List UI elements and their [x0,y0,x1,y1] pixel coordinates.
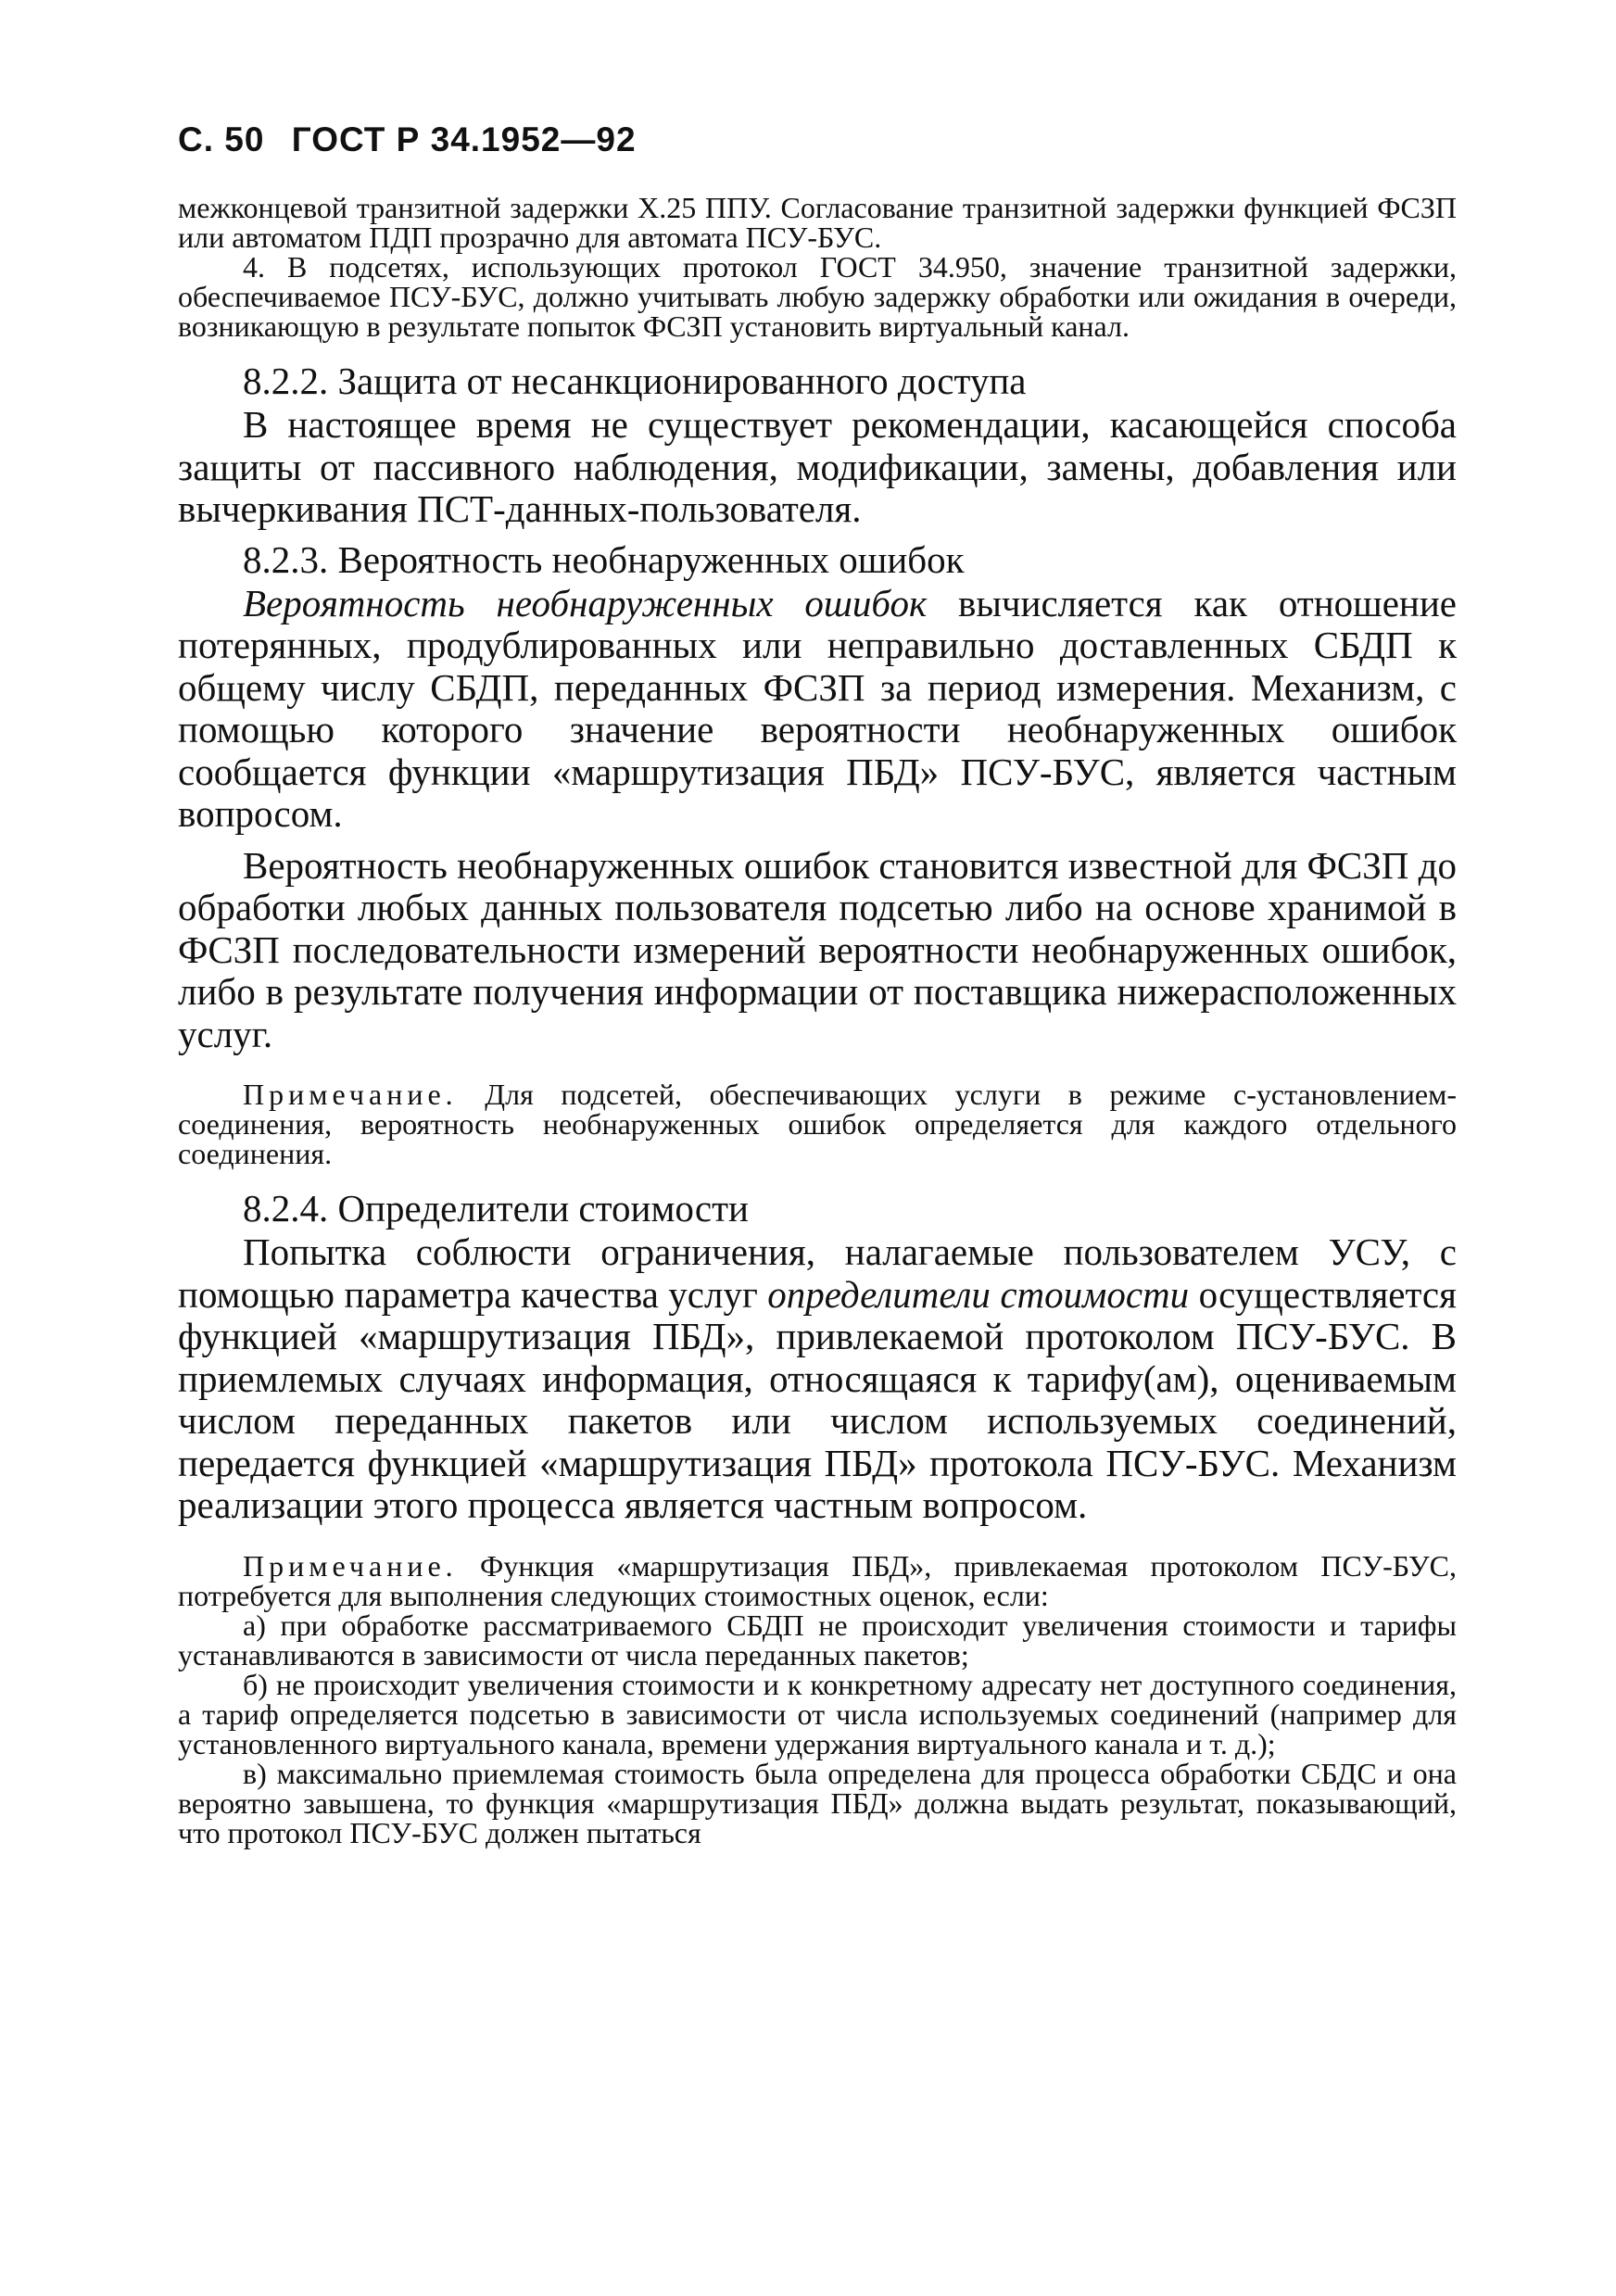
note-item-a: а) при обработке рассматриваемого СБДП не происходит увеличения стоимости и тарифы устанавливаются в зависимости от числа переданных пакетов; [178,1608,1457,1672]
document-page [178,120,1457,1848]
section-824-paragraph [178,1231,1457,1527]
section-822-text: В настоящее время не существует рекомендации, касающейся способа защиты от пассивного наблюдения, модификации, замены, добавления или вычеркивания ПСТ-данных-пользователя. [178,403,1457,530]
section-823-heading: 8.2.3. Вероятность необнаруженных ошибок [243,537,965,581]
term-cost-determinants: определители стоимости [767,1272,1190,1316]
note-label: Примечание. [243,1078,458,1111]
note-text: Для подсетей, обеспечивающих услуги в режиме с-установлением-соединения, вероятность необнаруженных ошибок определяется для каждого отдельного соединения. [178,1078,1457,1170]
section-824-heading: 8.2.4. Определители стоимости [243,1187,749,1230]
section-823-paragraph-1-rest: вычисляется как отношение потерянных, продублированных или неправильно доставленных СБДП к общему числу СБДП, переданных ФСЗП за период измерения. Механизм, с помощью которого значение вероятности необнаруженных ошибок сообщается функции «маршрутизация ПБД» ПСУ-БУС, является частным вопросом. [178,581,1457,835]
section-824-text-b: осуществляется функцией «маршрутизация ПБД», привлекаемой протоколом ПСУ-БУС. В приемлемых случаях информация, относящаяся к тарифу(ам), оцениваемым числом переданных пакетов или числом используемых соединений, передается функцией «маршрутизация ПБД» протокола ПСУ-БУС. Механизм реализации этого процесса является частным вопросом. [178,1272,1457,1526]
section-822-heading: 8.2.2. Защита от несанкционированного доступа [243,360,1027,402]
standard-code: ГОСТ Р 34.1952—92 [291,120,637,158]
note-item-c: в) максимально приемлемая стоимость была определена для процесса обработки СБДС и она вероятно завышена, то функция «маршрутизация ПБД» должна выдать результат, показывающий, что протокол ПСУ-БУС должен пытаться [178,1756,1457,1849]
section-824-note [178,1548,1457,1612]
section-823-paragraph-1 [178,583,1457,836]
term-probability: Вероятность необнаруженных ошибок [243,581,928,624]
page-header [178,120,1457,159]
continuation-paragraph: межконцевой транзитной задержки X.25 ППУ. Согласование транзитной задержки функцией ФСЗП или автоматом ПДП прозрачно для автомата ПСУ-БУС. [178,191,1457,254]
section-823-paragraph-2: Вероятность необнаруженных ошибок становится известной для ФСЗП до обработки любых данных пользователя подсетью либо на основе хранимой в ФСЗП последовательности измерений вероятности необнаруженных ошибок, либо в результате получения информации от поставщика нижерасположенных услуг. [178,843,1457,1055]
item-4-paragraph: 4. В подсетях, использующих протокол ГОСТ 34.950, значение транзитной задержки, обеспечиваемое ПСУ-БУС, должно учитывать любую задержку обработки или ожидания в очереди, возникающую в результате попыток ФСЗП установить виртуальный канал. [178,250,1457,343]
section-823-note [178,1079,1457,1168]
page-number: С. 50 [178,120,265,158]
note-label: Примечание. [243,1548,458,1583]
note-text: Функция «маршрутизация ПБД», привлекаемая протоколом ПСУ-БУС, потребуется для выполнения следующих стоимостных оценок, если: [178,1548,1457,1612]
section-824-text-a: Попытка соблюсти ограничения, налагаемые пользователем УСУ, с помощью параметра качества услуг [178,1230,1457,1316]
note-item-b: б) не происходит увеличения стоимости и к конкретному адресату нет доступного соединения, а тариф определяется подсетью в зависимости от числа используемых соединений (например для установленного виртуального канала, времени удержания виртуального канала и т. д.); [178,1667,1457,1760]
